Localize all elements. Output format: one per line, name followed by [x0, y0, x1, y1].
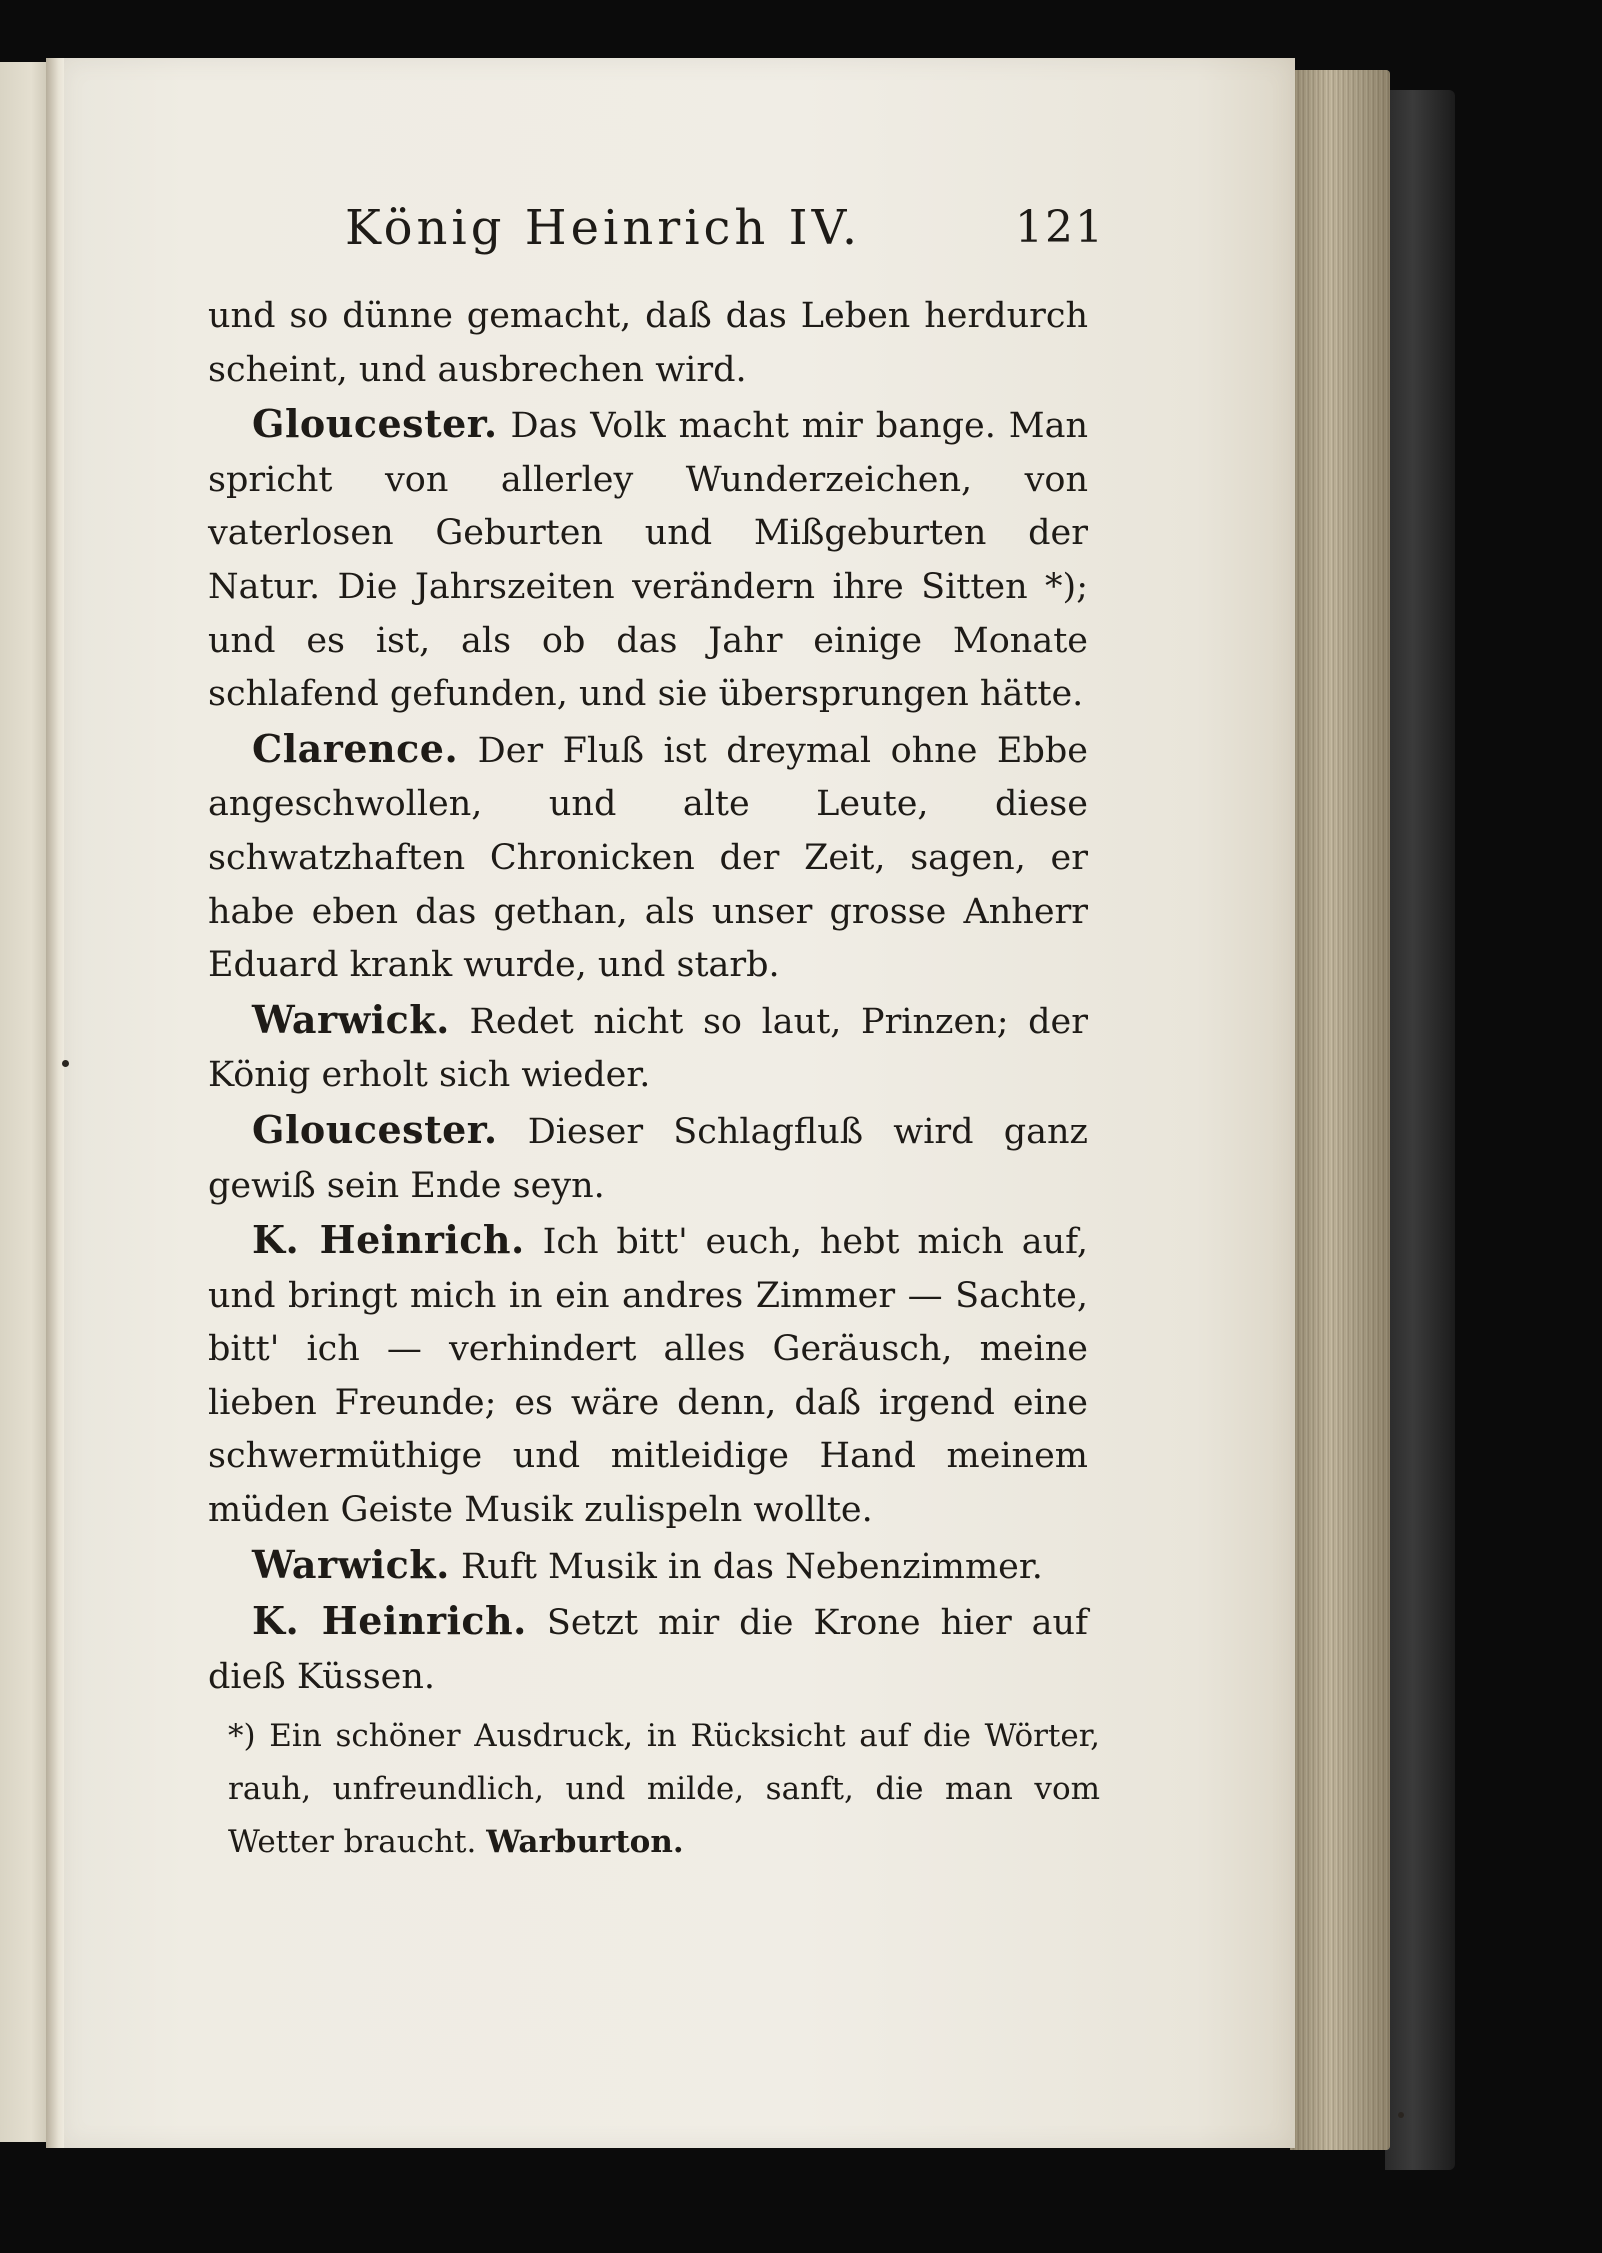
paragraph-text: Redet nicht so laut, Prinzen; der König erholt sich wieder.	[208, 1001, 1088, 1096]
page-edges-shading	[1290, 70, 1390, 2150]
page-number: 121	[1015, 202, 1105, 253]
page-body-text	[208, 290, 1088, 1704]
paragraph	[208, 397, 1088, 722]
book-cover	[1385, 90, 1455, 2170]
speaker-name: K. Heinrich.	[252, 1598, 527, 1644]
speaker-name: Warwick.	[252, 1541, 450, 1587]
paragraph	[208, 722, 1088, 993]
footnote-signature: Warburton.	[486, 1824, 684, 1860]
speaker-name: K. Heinrich.	[252, 1217, 525, 1263]
paragraph	[208, 1103, 1088, 1213]
paragraph	[208, 1213, 1088, 1538]
page-speck	[62, 1060, 69, 1067]
paragraph-text: Der Fluß ist dreymal ohne Ebbe angeschwollen, und alte Leute, diese schwatzhaften Chronicken der Zeit, sagen, er habe eben das gethan, als unser grosse Anherr Eduard krank wurde, und starb.	[208, 730, 1088, 986]
paragraph	[208, 993, 1088, 1103]
paragraph-text: Dieser Schlagfluß wird ganz gewiß sein Ende seyn.	[208, 1111, 1088, 1206]
paragraph	[208, 290, 1088, 397]
speaker-name: Clarence.	[252, 725, 459, 771]
facing-page-edge	[0, 62, 52, 2142]
footnote	[228, 1710, 1100, 1869]
speaker-name: Warwick.	[252, 996, 450, 1042]
paragraph-text: Setzt mir die Krone hier auf dieß Küssen.	[208, 1603, 1088, 1697]
paragraph-text: Das Volk macht mir bange. Man spricht von allerley Wunderzeichen, von vaterlosen Geburten und Mißgeburten der Natur. Die Jahrszeiten verändern ihre Sitten *); und es ist, als ob das Jahr einige Monate schlafend gefunden, und sie übersprungen hätte.	[208, 406, 1088, 715]
book-gutter	[46, 58, 64, 2148]
running-head	[345, 200, 1105, 270]
paragraph-text: Ruft Musik in das Nebenzimmer.	[461, 1546, 1043, 1587]
paragraph-text: und so dünne gemacht, daß das Leben herdurch scheint, und ausbrechen wird.	[208, 296, 1088, 390]
speaker-name: Gloucester.	[252, 401, 498, 447]
paragraph-text: Ich bitt' euch, hebt mich auf, und bringt mich in ein andres Zimmer — Sachte, bitt' ich — verhindert alles Geräusch, meine lieben Freunde; es wäre denn, daß irgend eine schwermüthige und mitleidige Hand meinem müden Geiste Musik zulispeln wollte.	[208, 1222, 1088, 1531]
speaker-name: Gloucester.	[252, 1106, 498, 1152]
paragraph	[208, 1594, 1088, 1704]
footnote-text: *) Ein schöner Ausdruck, in Rücksicht auf die Wörter, rauh, unfreundlich, und milde, sanft, die man vom Wetter braucht.	[228, 1718, 1100, 1860]
paragraph	[208, 1538, 1088, 1595]
running-title: König Heinrich IV.	[345, 200, 862, 256]
page-speck	[1398, 2112, 1404, 2118]
